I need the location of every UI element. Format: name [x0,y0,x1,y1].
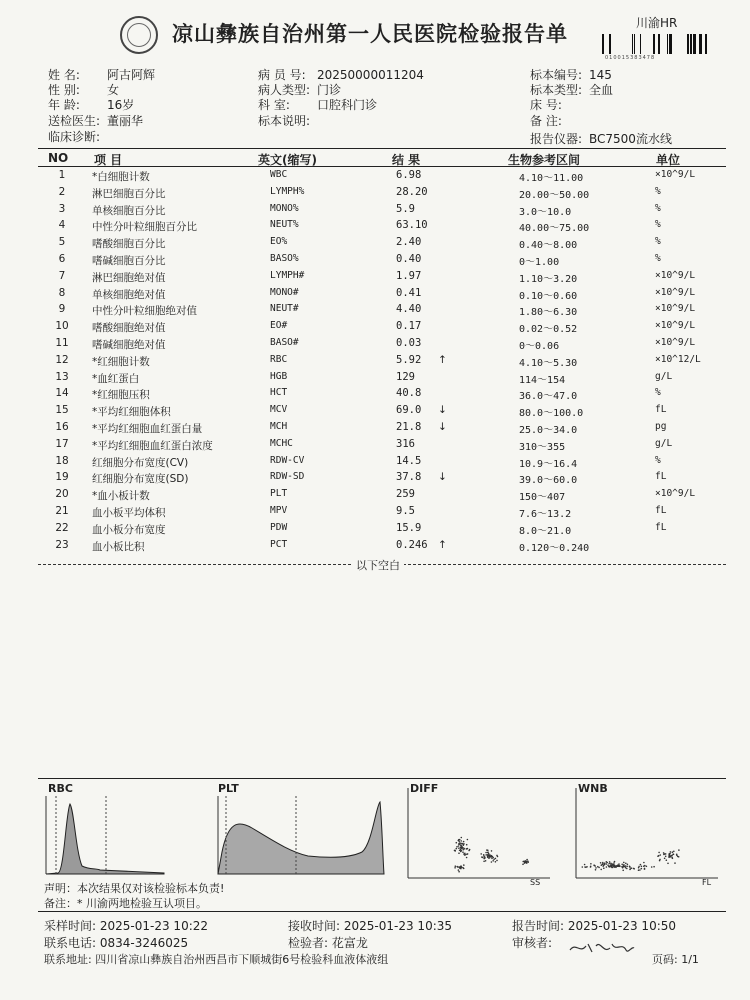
result-ref-range: 310～355 [519,441,566,453]
result-ref-range: 36.0～47.0 [519,391,578,403]
result-abbr: BASO# [270,337,299,348]
table-row [0,387,750,404]
result-no: 17 [55,437,69,450]
reviewer: 审核者: [512,936,553,950]
result-value: 0.17 [396,320,422,333]
table-row [0,270,750,287]
result-ref-range: 0.02～0.52 [519,324,578,336]
table-row [0,505,750,522]
statement: 声明：本次结果仅对该检验标本负责! [44,882,225,895]
result-unit: % [655,219,661,231]
result-ref-range: 0.40～8.00 [519,240,578,252]
result-item-name: *平均红细胞体积 [92,406,171,419]
table-row [0,522,750,539]
table-row [0,404,750,421]
result-unit: ×10^9/L [655,488,696,500]
info-sex: 性 别: 女 [48,83,120,97]
barcode-number: 010015383478 [605,55,656,61]
result-value: 129 [396,370,415,383]
table-row [0,337,750,354]
result-unit: fL [655,521,667,533]
result-unit: % [655,202,661,214]
result-no: 20 [55,488,69,501]
result-value: 0.40 [396,253,422,265]
result-no: 8 [58,286,66,299]
result-value: 14.5 [396,454,422,467]
divider [38,778,726,779]
result-value: 4.40 [396,303,422,316]
result-abbr: HCT [270,387,288,399]
table-row [0,455,750,472]
table-row [0,303,750,320]
result-value: 9.5 [396,505,415,517]
result-abbr: MPV [270,505,288,516]
wnb-label: WNB [578,782,608,795]
info-record: 病 员 号: 20250000011204 [258,68,424,82]
result-item-name: 中性分叶粒细胞绝对值 [92,305,197,318]
header-result: 结 果 [392,153,421,167]
table-row [0,488,750,505]
result-flag: ↓ [438,404,447,417]
result-item-name: 嗜酸细胞绝对值 [92,322,166,335]
divider [38,148,726,149]
header-abbr: 英文(缩写) [258,153,317,167]
plt-label: PLT [218,782,239,795]
result-abbr: EO# [270,320,288,332]
result-unit: g/L [655,437,673,449]
result-value: 259 [396,488,415,501]
result-flag: ↓ [438,471,447,484]
result-item-name: 淋巴细胞绝对值 [92,271,166,284]
receive-time: 接收时间: 2025-01-23 10:35 [288,919,453,933]
result-item-name: *红细胞压积 [92,389,150,402]
info-dept: 科 室: 口腔科门诊 [258,98,378,112]
reviewer-signature [566,936,638,958]
result-ref-range: 0.10～0.60 [519,290,578,302]
result-abbr: MONO% [270,202,299,214]
patient-name: 阿古阿辉 [107,68,156,82]
result-item-name: 血小板分布宽度 [92,523,166,536]
result-flag: ↑ [438,538,447,551]
result-no: 6 [58,253,66,265]
result-no: 18 [55,454,69,467]
result-ref-range: 25.0～34.0 [519,425,578,436]
table-row [0,203,750,220]
rbc-label: RBC [48,782,73,795]
result-ref-range: 20.00～50.00 [519,189,590,201]
table-row [0,539,750,556]
result-ref-range: 150～407 [519,492,566,504]
table-row [0,471,750,488]
result-no: 10 [55,320,69,333]
info-bed: 床 号: [530,98,562,112]
result-no: 11 [55,337,69,349]
info-doctor: 送检医生: 董丽华 [48,114,144,128]
doctor-name: 董丽华 [107,114,144,128]
result-abbr: PCT [270,538,288,550]
result-abbr: NEUT# [270,303,299,315]
info-remark: 备 注: [530,114,562,128]
result-unit: ×10^9/L [655,169,696,180]
table-row [0,169,750,186]
contact-address: 联系地址: 四川省凉山彝族自治州西昌市下顺城街6号检验科血液体液组 [44,953,389,966]
result-no: 15 [55,404,69,417]
result-no: 14 [55,387,69,400]
table-row [0,186,750,203]
plt-histogram [212,782,388,886]
result-abbr: LYMPH% [270,185,305,197]
blank-note: 以下空白 [352,557,404,573]
result-no: 7 [58,269,66,282]
result-no: 16 [55,421,69,433]
header-unit: 单位 [656,153,681,167]
result-unit: fL [655,505,667,516]
table-row [0,253,750,270]
result-abbr: RDW-SD [270,471,305,483]
result-item-name: 单核细胞百分比 [92,204,166,217]
result-unit: ×10^9/L [655,320,696,332]
result-abbr: MONO# [270,286,299,298]
result-no: 4 [58,219,66,232]
result-item-name: 血小板平均体积 [92,507,166,519]
result-ref-range: 3.0～10.0 [519,206,572,218]
result-item-name: 红细胞分布宽度(CV) [92,456,189,469]
result-ref-range: 7.6～13.2 [519,509,572,520]
table-row [0,320,750,337]
info-age: 年 龄: 16岁 [48,98,135,112]
result-value: 0.246 [396,538,428,551]
result-unit: pg [655,421,667,432]
result-item-name: *平均红细胞血红蛋白量 [92,423,203,435]
result-item-name: 淋巴细胞百分比 [92,187,166,200]
result-item-name: 单核细胞绝对值 [92,288,166,301]
contact-phone: 联系电话: 0834-3246025 [44,936,189,950]
result-abbr: LYMPH# [270,269,305,281]
info-specnote: 标本说明: [258,114,311,128]
result-unit: g/L [655,370,673,382]
result-item-name: 嗜碱细胞百分比 [92,255,166,267]
result-value: 37.8 [396,471,422,484]
result-ref-range: 4.10～11.00 [519,173,584,184]
barcode-icon [602,34,718,56]
result-ref-range: 4.10～5.30 [519,357,578,369]
result-unit: fL [655,404,667,416]
result-item-name: 中性分叶粒细胞百分比 [92,221,197,234]
patient-sex: 女 [107,83,120,97]
result-ref-range: 1.80～6.30 [519,307,578,319]
result-abbr: RBC [270,353,288,365]
diff-scatter [404,782,554,886]
result-ref-range: 0～1.00 [519,257,560,268]
info-instrument: 报告仪器: BC7500流水线 [530,132,672,146]
table-row [0,236,750,253]
result-item-name: *血小板计数 [92,490,150,503]
result-item-name: *红细胞计数 [92,355,150,368]
result-unit: % [655,236,661,248]
result-ref-range: 0～0.06 [519,341,560,352]
region-tag: 川渝HR [636,16,678,30]
record-number: 20250000011204 [317,68,424,82]
report-time: 报告时间: 2025-01-23 10:50 [512,919,677,933]
result-item-name: 红细胞分布宽度(SD) [92,473,189,486]
result-abbr: MCHC [270,437,293,449]
header-no: NO [48,151,69,165]
diff-label: DIFF [410,782,439,795]
rbc-histogram [38,782,168,886]
result-item-name: 血小板比积 [92,540,145,553]
table-row [0,438,750,455]
result-unit: ×10^9/L [655,337,696,348]
result-unit: % [655,387,661,399]
result-value: 21.8 [396,421,422,433]
footnote: 备注：* 川渝两地检验互认项目。 [44,897,207,910]
result-abbr: WBC [270,169,288,180]
table-row [0,219,750,236]
result-no: 22 [55,521,69,534]
divider [38,166,726,167]
result-value: 15.9 [396,521,422,534]
wnb-scatter [572,782,722,886]
result-item-name: *白细胞计数 [92,171,150,183]
result-value: 2.40 [396,236,422,249]
hospital-logo-icon [120,16,158,54]
result-unit: % [655,454,661,466]
result-no: 21 [55,505,69,517]
sample-time: 采样时间: 2025-01-23 10:22 [44,919,209,933]
result-ref-range: 40.00～75.00 [519,223,590,235]
result-value: 5.92 [396,353,422,366]
result-value: 0.03 [396,337,422,349]
result-abbr: MCV [270,404,288,416]
result-value: 6.98 [396,169,422,181]
table-row [0,287,750,304]
tester: 检验者: 花富龙 [288,936,368,950]
result-flag: ↓ [438,421,447,433]
result-unit: ×10^9/L [655,303,696,315]
result-value: 69.0 [396,404,422,417]
result-ref-range: 80.0～100.0 [519,408,584,420]
result-unit: fL [655,471,667,483]
info-spectype: 标本类型: 全血 [530,83,614,97]
result-ref-range: 39.0～60.0 [519,475,578,487]
result-unit: % [655,253,661,264]
info-specno: 标本编号: 145 [530,68,612,82]
result-ref-range: 8.0～21.0 [519,525,572,537]
page-number: 页码: 1/1 [652,953,699,966]
result-abbr: HGB [270,370,288,382]
table-row [0,371,750,388]
result-item-name: 嗜碱细胞绝对值 [92,339,166,351]
result-no: 9 [58,303,66,316]
result-abbr: NEUT% [270,219,299,231]
result-abbr: EO% [270,236,288,248]
result-item-name: *平均红细胞血红蛋白浓度 [92,439,213,452]
result-unit: ×10^9/L [655,269,696,281]
result-unit: ×10^9/L [655,286,696,298]
result-value: 1.97 [396,269,422,282]
result-ref-range: 0.120～0.240 [519,542,590,554]
result-ref-range: 10.9～16.4 [519,458,578,470]
info-ptype: 病人类型: 门诊 [258,83,342,97]
header-item: 项 目 [94,153,123,167]
result-value: 0.41 [396,286,422,299]
wnb-axis-label: FL [702,878,712,887]
result-value: 63.10 [396,219,428,232]
divider [38,911,726,912]
result-abbr: MCH [270,421,288,432]
result-abbr: RDW-CV [270,454,305,466]
result-abbr: PDW [270,521,288,533]
result-no: 1 [58,169,66,181]
result-no: 23 [55,538,69,551]
result-item-name: 嗜酸细胞百分比 [92,238,166,251]
result-value: 316 [396,437,415,450]
result-ref-range: 1.10～3.20 [519,273,578,285]
result-no: 13 [55,370,69,383]
result-no: 2 [58,185,66,198]
result-flag: ↑ [438,353,447,366]
result-value: 28.20 [396,185,428,198]
result-no: 12 [55,353,69,366]
report-title: 凉山彝族自治州第一人民医院检验报告单 [172,21,568,46]
result-value: 40.8 [396,387,422,400]
diff-axis-label: SS [530,878,541,887]
info-name: 姓 名: 阿古阿辉 [48,68,156,82]
result-ref-range: 114～154 [519,374,566,386]
table-row [0,421,750,438]
result-no: 19 [55,471,69,484]
result-unit: % [655,185,661,197]
result-item-name: *血红蛋白 [92,372,140,385]
header-ref: 生物参考区间 [508,153,581,167]
result-abbr: PLT [270,488,288,500]
result-abbr: BASO% [270,253,299,264]
result-unit: ×10^12/L [655,353,701,365]
table-row [0,354,750,371]
result-no: 5 [58,236,66,249]
result-no: 3 [58,202,66,215]
info-diagnosis: 临床诊断: [48,130,101,144]
result-value: 5.9 [396,202,415,215]
patient-age: 16岁 [107,98,135,112]
